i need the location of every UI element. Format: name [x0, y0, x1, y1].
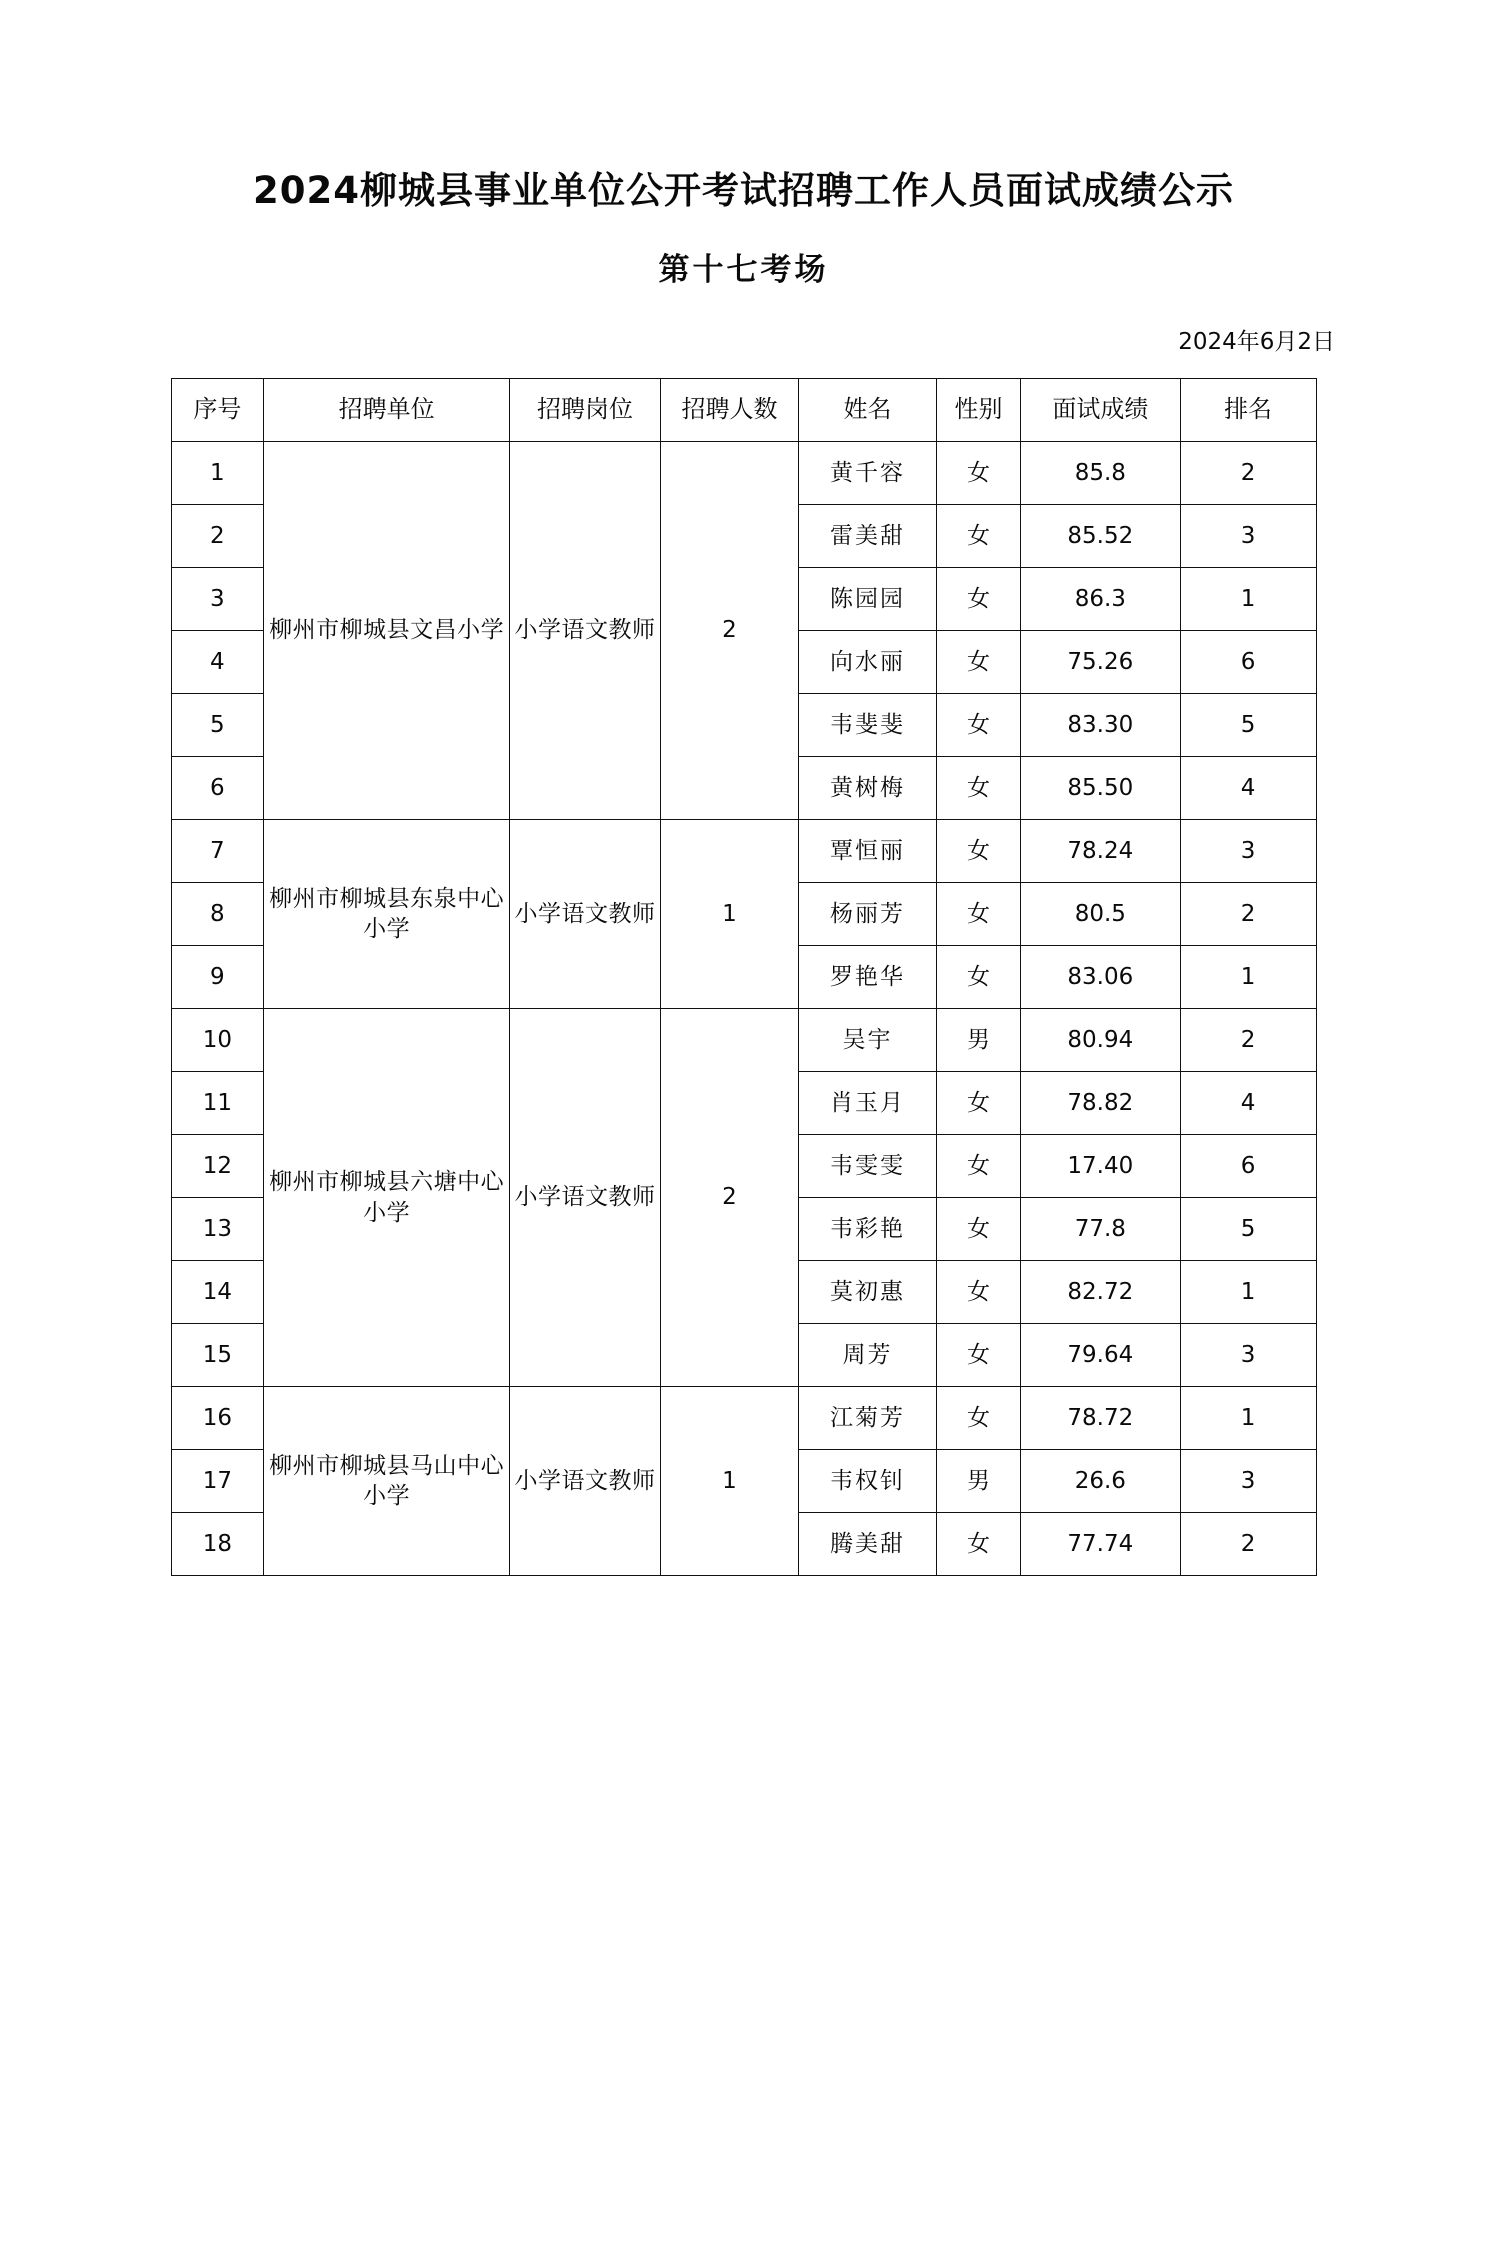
cell-unit: 柳州市柳城县六塘中心小学: [264, 1009, 510, 1387]
cell-count: 2: [660, 1009, 798, 1387]
cell-name: 吴宇: [798, 1009, 936, 1072]
cell-gender: 女: [936, 757, 1020, 820]
cell-gender: 女: [936, 883, 1020, 946]
cell-index: 12: [171, 1135, 264, 1198]
cell-score: 79.64: [1021, 1324, 1181, 1387]
cell-name: 陈园园: [798, 568, 936, 631]
cell-gender: 女: [936, 568, 1020, 631]
cell-rank: 1: [1180, 1387, 1316, 1450]
cell-gender: 女: [936, 1135, 1020, 1198]
cell-name: 韦彩艳: [798, 1198, 936, 1261]
cell-index: 2: [171, 505, 264, 568]
cell-post: 小学语文教师: [510, 820, 661, 1009]
cell-rank: 1: [1180, 1261, 1316, 1324]
results-table-wrapper: [171, 378, 1317, 1576]
cell-score: 86.3: [1021, 568, 1181, 631]
cell-index: 14: [171, 1261, 264, 1324]
cell-name: 向水丽: [798, 631, 936, 694]
cell-name: 罗艳华: [798, 946, 936, 1009]
cell-gender: 女: [936, 1198, 1020, 1261]
cell-index: 5: [171, 694, 264, 757]
cell-rank: 2: [1180, 442, 1316, 505]
cell-gender: 女: [936, 1324, 1020, 1387]
cell-index: 1: [171, 442, 264, 505]
cell-score: 85.50: [1021, 757, 1181, 820]
cell-post: 小学语文教师: [510, 1387, 661, 1576]
cell-score: 82.72: [1021, 1261, 1181, 1324]
cell-rank: 1: [1180, 568, 1316, 631]
cell-gender: 女: [936, 1513, 1020, 1576]
interview-results-table: [171, 378, 1317, 1576]
cell-rank: 3: [1180, 505, 1316, 568]
column-header-count: 招聘人数: [660, 379, 798, 442]
column-header-unit: 招聘单位: [264, 379, 510, 442]
cell-unit: 柳州市柳城县东泉中心小学: [264, 820, 510, 1009]
document-page: [0, 160, 1487, 2262]
publish-date: 2024年6月2日: [1178, 329, 1335, 355]
cell-gender: 男: [936, 1009, 1020, 1072]
page-title: 2024柳城县事业单位公开考试招聘工作人员面试成绩公示: [253, 169, 1234, 212]
table-row: [171, 820, 1316, 883]
cell-index: 15: [171, 1324, 264, 1387]
cell-name: 黄千容: [798, 442, 936, 505]
cell-score: 80.94: [1021, 1009, 1181, 1072]
cell-rank: 6: [1180, 1135, 1316, 1198]
cell-name: 周芳: [798, 1324, 936, 1387]
cell-index: 7: [171, 820, 264, 883]
cell-index: 10: [171, 1009, 264, 1072]
table-row: [171, 442, 1316, 505]
column-header-rank: 排名: [1180, 379, 1316, 442]
cell-rank: 5: [1180, 1198, 1316, 1261]
cell-gender: 女: [936, 631, 1020, 694]
cell-score: 26.6: [1021, 1450, 1181, 1513]
cell-index: 3: [171, 568, 264, 631]
cell-index: 17: [171, 1450, 264, 1513]
cell-rank: 6: [1180, 631, 1316, 694]
cell-gender: 女: [936, 946, 1020, 1009]
cell-index: 16: [171, 1387, 264, 1450]
table-header-row: [171, 379, 1316, 442]
cell-gender: 女: [936, 820, 1020, 883]
table-row: [171, 1009, 1316, 1072]
cell-name: 覃恒丽: [798, 820, 936, 883]
cell-gender: 男: [936, 1450, 1020, 1513]
cell-score: 78.24: [1021, 820, 1181, 883]
table-body: [171, 442, 1316, 1576]
cell-gender: 女: [936, 1387, 1020, 1450]
cell-name: 韦权钊: [798, 1450, 936, 1513]
column-header-score: 面试成绩: [1021, 379, 1181, 442]
cell-index: 4: [171, 631, 264, 694]
column-header-gender: 性别: [936, 379, 1020, 442]
cell-name: 黄树梅: [798, 757, 936, 820]
cell-score: 78.82: [1021, 1072, 1181, 1135]
cell-index: 6: [171, 757, 264, 820]
cell-name: 韦雯雯: [798, 1135, 936, 1198]
cell-rank: 4: [1180, 757, 1316, 820]
cell-score: 77.8: [1021, 1198, 1181, 1261]
cell-name: 肖玉月: [798, 1072, 936, 1135]
cell-index: 18: [171, 1513, 264, 1576]
cell-rank: 2: [1180, 1009, 1316, 1072]
cell-gender: 女: [936, 505, 1020, 568]
cell-score: 75.26: [1021, 631, 1181, 694]
cell-name: 韦斐斐: [798, 694, 936, 757]
cell-rank: 5: [1180, 694, 1316, 757]
table-head: [171, 379, 1316, 442]
cell-score: 77.74: [1021, 1513, 1181, 1576]
cell-name: 雷美甜: [798, 505, 936, 568]
cell-score: 83.06: [1021, 946, 1181, 1009]
cell-score: 85.8: [1021, 442, 1181, 505]
page-subtitle: 第十七考场: [658, 252, 829, 288]
cell-gender: 女: [936, 694, 1020, 757]
cell-rank: 4: [1180, 1072, 1316, 1135]
column-header-index: 序号: [171, 379, 264, 442]
cell-score: 17.40: [1021, 1135, 1181, 1198]
cell-index: 11: [171, 1072, 264, 1135]
cell-score: 78.72: [1021, 1387, 1181, 1450]
cell-rank: 2: [1180, 1513, 1316, 1576]
cell-count: 2: [660, 442, 798, 820]
cell-name: 江菊芳: [798, 1387, 936, 1450]
cell-score: 85.52: [1021, 505, 1181, 568]
cell-post: 小学语文教师: [510, 1009, 661, 1387]
cell-rank: 2: [1180, 883, 1316, 946]
cell-name: 莫初惠: [798, 1261, 936, 1324]
cell-name: 腾美甜: [798, 1513, 936, 1576]
cell-rank: 1: [1180, 946, 1316, 1009]
cell-count: 1: [660, 1387, 798, 1576]
cell-rank: 3: [1180, 1324, 1316, 1387]
cell-unit: 柳州市柳城县马山中心小学: [264, 1387, 510, 1576]
cell-rank: 3: [1180, 1450, 1316, 1513]
cell-index: 13: [171, 1198, 264, 1261]
cell-score: 83.30: [1021, 694, 1181, 757]
cell-index: 8: [171, 883, 264, 946]
cell-gender: 女: [936, 1072, 1020, 1135]
column-header-name: 姓名: [798, 379, 936, 442]
cell-rank: 3: [1180, 820, 1316, 883]
cell-gender: 女: [936, 1261, 1020, 1324]
cell-post: 小学语文教师: [510, 442, 661, 820]
cell-score: 80.5: [1021, 883, 1181, 946]
table-row: [171, 1387, 1316, 1450]
cell-name: 杨丽芳: [798, 883, 936, 946]
cell-unit: 柳州市柳城县文昌小学: [264, 442, 510, 820]
column-header-post: 招聘岗位: [510, 379, 661, 442]
cell-count: 1: [660, 820, 798, 1009]
cell-gender: 女: [936, 442, 1020, 505]
cell-index: 9: [171, 946, 264, 1009]
